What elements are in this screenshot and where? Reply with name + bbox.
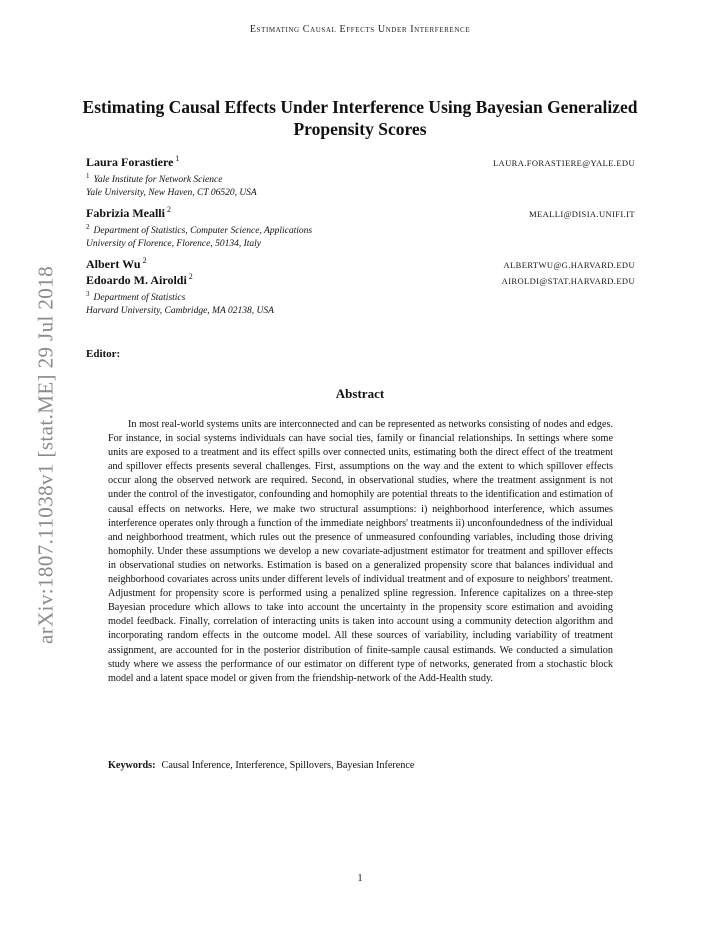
- author-list: [86, 154, 635, 323]
- author-email: ALBERTWU@G.HARVARD.EDU: [503, 260, 635, 271]
- page-number: 1: [357, 873, 363, 884]
- keywords: [108, 760, 613, 771]
- author-email: LAURA.FORASTIERE@YALE.EDU: [492, 158, 635, 168]
- author-name: Laura Forastiere $^1$: [86, 154, 180, 169]
- paper-title: Estimating Causal Effects Under Interference Using Bayesian Generalized Propensity Scores: [82, 97, 638, 139]
- author-block-mealli: [86, 205, 635, 251]
- arxiv-stamp-text: arXiv:1807.11038v1 [stat.ME] 29 Jul 2018: [33, 265, 58, 645]
- author-name: Albert Wu $^2$: [86, 256, 147, 272]
- author-affiliation: $^3$ Department of Statistics: [86, 290, 186, 304]
- author-affiliation: $^1$ Yale Institute for Network Science: [86, 172, 223, 186]
- author-block-wu-airoldi: [86, 256, 635, 318]
- author-address: Yale University, New Haven, CT 06520, USA: [86, 188, 257, 199]
- keywords-label: Keywords:: [108, 760, 156, 771]
- running-head: Estimating Causal Effects Under Interference: [249, 24, 471, 35]
- author-affiliation: $^2$ Department of Statistics, Computer Science, Applications: [86, 223, 313, 237]
- author-name: Fabrizia Mealli $^2$: [86, 205, 171, 221]
- author-email: MEALLI@DISIA.UNIFI.IT: [529, 209, 635, 220]
- author-name: Edoardo M. Airoldi $^2$: [86, 272, 193, 288]
- author-address: Harvard University, Cambridge, MA 02138, USA: [86, 306, 274, 317]
- abstract-heading: Abstract: [335, 386, 385, 401]
- abstract-body: In most real-world systems units are interconnected and can be represented as networks consisting of nodes and edges. For instance, in social systems individuals can have social ties, family or financial relationships. In settings where some units are exposed to a treatment and its effect spills over connected units, estimating both the direct effect of the treatment and spillover effects presents several challenges. First, assumptions on the way and the extent to which spillover effects occur along the observed network are required. Second, in observational studies, where the treatment assignment is not under the control of the investigator, confounding and homophily are potential threats to the identification and estimation of causal effects on networks. Here, we make two structural assumptions: i) neighborhood interference, which assumes interference operates only through a function of the immediate neighbors' treatments ii) unconfoundedness of the individual and neighborhood treatment, which rules out the presence of unmeasured confounding variables, including those driving homophily. Under these assumptions we develop a new covariate-adjustment estimator for treatment and spillover effects in observational studies on networks. Estimation is based on a generalized propensity score that balances individual and neighborhood covariates across units under different levels of individual treatment and of exposure to neighbors' treatment. Adjustment for propensity score is performed using a penalized spline regression. Inference capitalizes on a three-step Bayesian procedure which allows to take into account the uncertainty in the propensity score estimation and avoiding model feedback. Finally, correlation of interacting units is taken into account using a community detection algorithm and incorporating random effects in the outcome model. All these sources of variability, including variability of treatment assignment, are accounted for in the posterior distribution of finite-sample causal estimands. We conducted a simulation study where we assess the performance of our estimator on different type of networks, generated from a stochastic block model and a latent space model or given from the friendship-network of the Add-Health study.: [108, 419, 613, 684]
- editor-label: Editor:: [86, 348, 121, 360]
- author-email: AIROLDI@STAT.HARVARD.EDU: [501, 276, 635, 287]
- keywords-list: Causal Inference, Interference, Spillovers, Bayesian Inference: [161, 760, 415, 771]
- author-address: University of Florence, Florence, 50134, Italy: [86, 239, 261, 250]
- author-block-forastiere: [86, 154, 635, 200]
